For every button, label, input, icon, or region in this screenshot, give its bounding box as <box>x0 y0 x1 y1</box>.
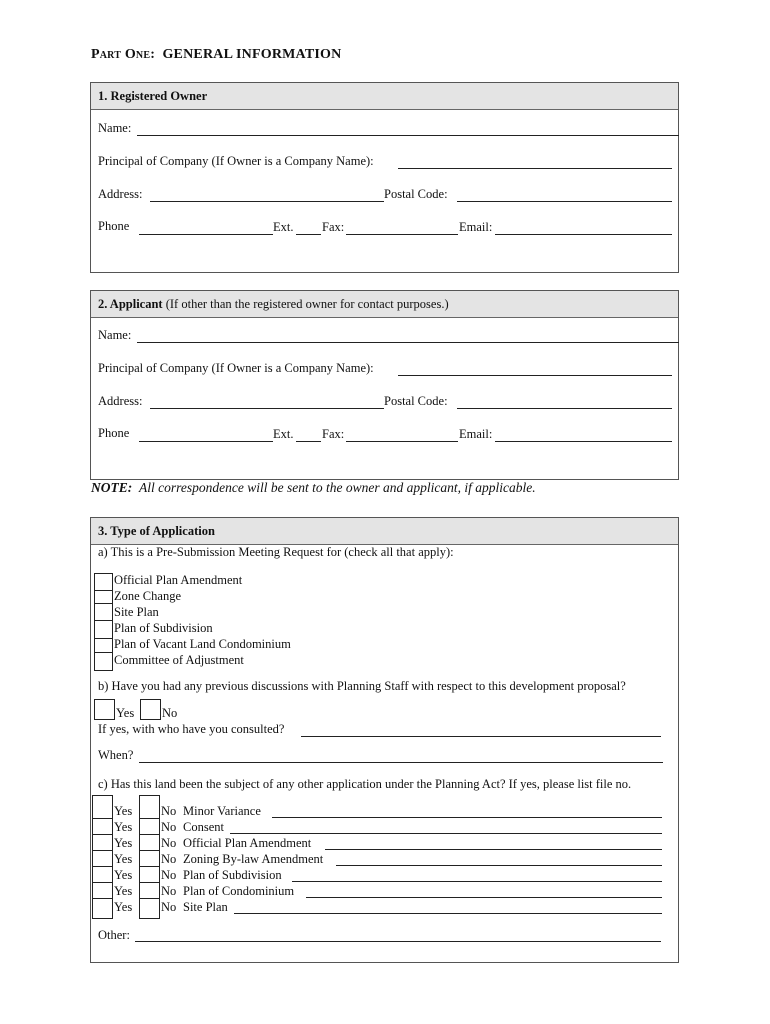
applicant-ext-field[interactable] <box>296 441 321 442</box>
application-type-label: Site Plan <box>114 605 159 619</box>
applicant-name-field[interactable] <box>137 342 679 343</box>
other-field[interactable] <box>135 941 661 942</box>
owner-fax-field[interactable] <box>346 234 458 235</box>
owner-name-field[interactable] <box>137 135 679 136</box>
applicant-email-label: Email: <box>459 427 493 441</box>
applicant-name-label: Name: <box>98 328 132 342</box>
prior-app-no-checkbox[interactable] <box>139 898 160 919</box>
part-a-question: a) This is a Pre-Submission Meeting Request for (check all that apply): <box>98 545 454 559</box>
applicant-postal-field[interactable] <box>457 408 672 409</box>
application-type-checkbox[interactable] <box>94 652 113 671</box>
discussion-no-label: No <box>162 706 178 720</box>
prior-app-file-field[interactable] <box>234 913 662 914</box>
prior-app-no-label: No <box>161 852 177 866</box>
applicant-principal-field[interactable] <box>398 375 672 376</box>
owner-address-label: Address: <box>98 187 143 201</box>
consulted-field[interactable] <box>301 736 661 737</box>
prior-app-file-field[interactable] <box>272 817 662 818</box>
application-type-heading: 3. Type of Application <box>91 518 678 545</box>
registered-owner-heading: 1. Registered Owner <box>91 83 678 110</box>
prior-app-label: Consent <box>183 820 224 834</box>
prior-app-label: Minor Variance <box>183 804 261 818</box>
prior-app-no-label: No <box>161 804 177 818</box>
owner-principal-field[interactable] <box>398 168 672 169</box>
prior-app-file-field[interactable] <box>292 881 662 882</box>
applicant-fax-label: Fax: <box>322 427 345 441</box>
owner-phone-field[interactable] <box>139 234 273 235</box>
owner-principal-label: Principal of Company (If Owner is a Company Name): <box>98 154 374 168</box>
applicant-address-label: Address: <box>98 394 143 408</box>
prior-app-yes-label: Yes <box>114 804 133 818</box>
applicant-ext-label: Ext. <box>273 427 294 441</box>
owner-email-field[interactable] <box>495 234 672 235</box>
owner-name-label: Name: <box>98 121 132 135</box>
applicant-phone-label: Phone <box>98 426 130 440</box>
prior-app-file-field[interactable] <box>230 833 662 834</box>
discussion-yes-checkbox[interactable] <box>94 699 115 720</box>
applicant-postal-label: Postal Code: <box>384 394 448 408</box>
owner-postal-label: Postal Code: <box>384 187 448 201</box>
prior-app-yes-checkbox[interactable] <box>92 898 113 919</box>
prior-app-label: Plan of Subdivision <box>183 868 282 882</box>
prior-app-label: Zoning By-law Amendment <box>183 852 324 866</box>
part-c-question: c) Has this land been the subject of any other application under the Planning Act? If yes, please list file no. <box>98 777 632 791</box>
owner-email-label: Email: <box>459 220 493 234</box>
applicant-fax-field[interactable] <box>346 441 458 442</box>
consulted-label: If yes, with who have you consulted? <box>98 722 285 736</box>
prior-app-label: Official Plan Amendment <box>183 836 312 850</box>
owner-postal-field[interactable] <box>457 201 672 202</box>
application-type-label: Official Plan Amendment <box>114 573 243 587</box>
part-b-question: b) Have you had any previous discussions with Planning Staff with respect to this development proposal? <box>98 679 626 693</box>
discussion-yes-label: Yes <box>116 706 135 720</box>
prior-app-yes-label: Yes <box>114 884 133 898</box>
applicant-section <box>90 290 679 480</box>
prior-app-yes-label: Yes <box>114 868 133 882</box>
prior-app-label: Site Plan <box>183 900 228 914</box>
correspondence-note: NOTE: All correspondence will be sent to the owner and applicant, if applicable. <box>91 480 536 495</box>
prior-app-yes-label: Yes <box>114 852 133 866</box>
prior-app-no-label: No <box>161 884 177 898</box>
application-type-label: Zone Change <box>114 589 181 603</box>
application-type-checkbox[interactable] <box>94 620 113 639</box>
prior-app-label: Plan of Condominium <box>183 884 295 898</box>
application-type-label: Plan of Subdivision <box>114 621 213 635</box>
owner-address-field[interactable] <box>150 201 384 202</box>
application-type-label: Plan of Vacant Land Condominium <box>114 637 291 651</box>
other-label: Other: <box>98 928 130 942</box>
prior-app-no-label: No <box>161 820 177 834</box>
prior-app-no-label: No <box>161 836 177 850</box>
when-label: When? <box>98 748 134 762</box>
prior-app-file-field[interactable] <box>306 897 662 898</box>
prior-app-file-field[interactable] <box>336 865 662 866</box>
owner-ext-field[interactable] <box>296 234 321 235</box>
prior-app-no-label: No <box>161 868 177 882</box>
page-title: Part One: GENERAL INFORMATION <box>91 47 342 62</box>
prior-app-no-label: No <box>161 900 177 914</box>
prior-app-yes-label: Yes <box>114 836 133 850</box>
owner-fax-label: Fax: <box>322 220 345 234</box>
when-field[interactable] <box>139 762 663 763</box>
applicant-email-field[interactable] <box>495 441 672 442</box>
owner-phone-label: Phone <box>98 219 130 233</box>
registered-owner-section <box>90 82 679 273</box>
applicant-phone-field[interactable] <box>139 441 273 442</box>
prior-app-file-field[interactable] <box>325 849 662 850</box>
applicant-heading: 2. Applicant (If other than the registered owner for contact purposes.) <box>91 291 678 318</box>
prior-app-yes-label: Yes <box>114 820 133 834</box>
discussion-no-checkbox[interactable] <box>140 699 161 720</box>
owner-ext-label: Ext. <box>273 220 294 234</box>
prior-app-yes-label: Yes <box>114 900 133 914</box>
applicant-principal-label: Principal of Company (If Owner is a Company Name): <box>98 361 374 375</box>
application-type-label: Committee of Adjustment <box>114 653 244 667</box>
applicant-address-field[interactable] <box>150 408 384 409</box>
